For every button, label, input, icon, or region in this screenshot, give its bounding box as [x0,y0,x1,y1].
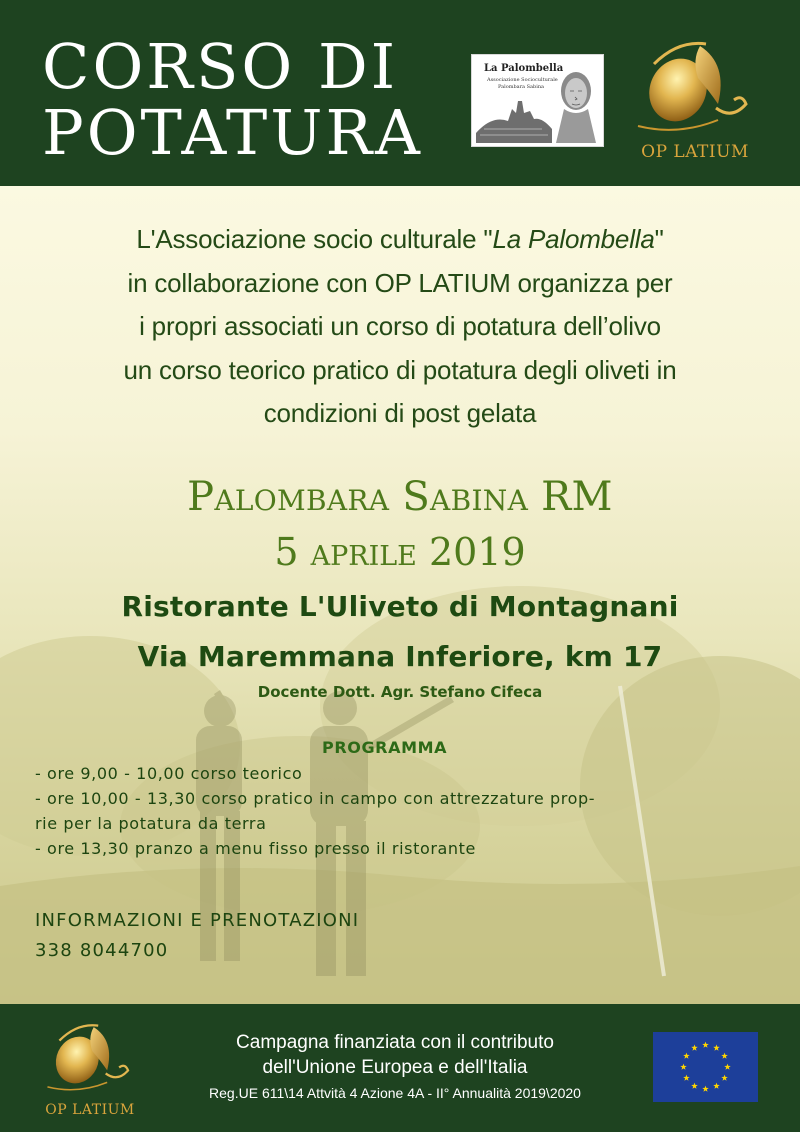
programme-item: - ore 9,00 - 10,00 corso teorico [35,764,303,783]
funding-line-2: dell'Unione Europea e dell'Italia [262,1057,528,1078]
info-phone[interactable]: 338 8044700 [35,940,169,961]
association-name: La Palombella [492,224,655,254]
event-town: Palombara Sabina RM [187,474,613,520]
eu-star-icon [713,1083,719,1089]
palombella-logo [471,54,604,147]
intro-line-1 [20,218,780,262]
eu-flag-icon [653,1032,758,1102]
op-latium-logo [628,34,762,168]
programme-item: - ore 13,30 pranzo a menu fisso presso il ristorante [35,839,476,858]
olive-branch-icon [40,1014,140,1100]
funding-notice [160,1030,630,1104]
title-line-2: POTATURA [42,96,423,169]
programme-item: - ore 10,00 - 13,30 corso pratico in campo con attrezzature prop- [35,789,596,808]
event-date: 5 aprile 2019 [274,530,526,574]
eu-star-icon [702,1042,708,1048]
eu-star-icon [691,1083,697,1089]
eu-stars-icon [653,1032,758,1102]
olive-branch-icon [628,34,762,138]
eu-star-icon [721,1053,727,1059]
palombella-logo-name: La Palombella [484,63,564,74]
funding-regulation: Reg.UE 611\14 Attvità 4 Azione 4A - II° Annualità 2019\2020 [209,1085,581,1101]
eu-star-icon [691,1045,697,1051]
op-latium-footer-label: OP LATIUM [45,1102,135,1118]
intro-line-4: un corso teorico pratico di potatura degli oliveti in [123,354,677,385]
eu-star-icon [713,1045,719,1051]
eu-star-icon [721,1075,727,1081]
programme-title: PROGRAMMA [322,738,448,757]
palombella-emblem-icon [472,55,604,147]
event-teacher: Docente Dott. Agr. Stefano Cifeca [257,683,543,701]
eu-star-icon [680,1064,686,1070]
eu-star-icon [683,1053,689,1059]
funding-line-1: Campagna finanziata con il contributo [236,1032,554,1053]
op-latium-footer-logo [40,1014,140,1124]
eu-star-icon [702,1086,708,1092]
programme-item: rie per la potatura da terra [35,814,267,833]
programme-list [35,761,755,861]
event-venue: Ristorante L'Uliveto di Montagnani [121,590,679,623]
title-line-1: CORSO DI [42,30,399,103]
info-title: INFORMAZIONI E PRENOTAZIONI [35,910,360,931]
intro-line-1-end: " [654,224,664,254]
eu-star-icon [724,1064,730,1070]
eu-star-icon [683,1075,689,1081]
op-latium-label: OP LATIUM [641,142,749,162]
intro-line-3: i propri associati un corso di potatura dell’olivo [139,311,661,341]
palombella-logo-sub2: Palombara Sabina [498,84,545,90]
page-title [42,30,462,169]
event-address: Via Maremmana Inferiore, km 17 [137,640,663,673]
intro-line-2: in collaborazione con OP LATIUM organizza per [127,267,673,298]
intro-paragraph [20,218,780,436]
intro-line-5: condizioni di post gelata [263,398,537,428]
intro-line-1-start: L'Associazione socio culturale " [136,224,493,254]
palombella-logo-sub1: Associazione Socioculturale [487,77,558,83]
